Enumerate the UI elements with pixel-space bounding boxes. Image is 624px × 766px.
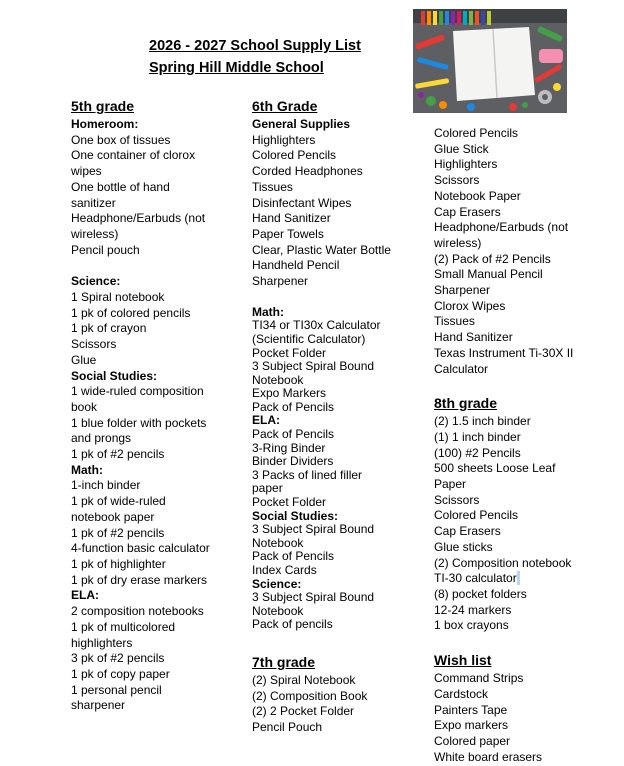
list-item: Corded Headphones: [252, 164, 363, 179]
science-label: Science:: [252, 576, 302, 591]
list-item: (100) #2 Pencils: [434, 445, 521, 460]
list-item: Painters Tape: [434, 702, 508, 717]
list-item: Glue Stick: [434, 141, 489, 156]
list-item: Pack of Pencils: [252, 427, 335, 442]
list-item: Glue: [71, 352, 97, 367]
social-studies-label: Social Studies:: [71, 368, 158, 383]
list-item: sharpener: [71, 698, 126, 713]
list-item: 1 Spiral notebook: [71, 290, 165, 305]
list-item: 3 pk of #2 pencils: [71, 651, 165, 666]
list-item: (2) 2 Pocket Folder: [252, 704, 355, 719]
list-item: (2) Composition notebook: [434, 555, 572, 570]
science-label: Science:: [71, 274, 121, 289]
list-item: 4-function basic calculator: [71, 541, 210, 556]
list-item: Sharpener: [252, 274, 309, 289]
math-label: Math:: [252, 304, 284, 319]
list-item: 1 pk of highlighter: [71, 556, 166, 571]
list-item: (2) Composition Book: [252, 688, 368, 703]
list-item: Hand Sanitizer: [252, 211, 331, 226]
grade7-section: [252, 652, 417, 736]
social-studies-label: Social Studies:: [252, 508, 339, 523]
list-item: Command Strips: [434, 671, 524, 686]
list-item: Pocket Folder: [252, 345, 327, 360]
grade5-heading: 5th grade: [71, 98, 135, 114]
list-item: and prongs: [71, 431, 132, 446]
list-item: 1 pk of #2 pencils: [71, 525, 165, 540]
list-item: book: [71, 399, 98, 414]
list-item: Hand Sanitizer: [434, 330, 513, 345]
list-item: Pack of pencils: [252, 617, 333, 632]
list-item: Glue sticks: [434, 539, 493, 554]
list-item: 1 pk of crayon: [71, 321, 147, 336]
list-item: Texas Instrument Ti-30X II: [434, 345, 574, 360]
list-item: Index Cards: [252, 563, 317, 578]
list-item: Colored Pencils: [434, 126, 519, 140]
list-item: Pack of Pencils: [252, 399, 335, 414]
list-item: Notebook: [252, 535, 304, 550]
list-item: Colored Pencils: [252, 148, 337, 163]
list-item: Pencil pouch: [71, 242, 140, 257]
list-item: Highlighters: [434, 157, 498, 172]
list-item: Tissues: [252, 179, 293, 194]
list-item: (2) Spiral Notebook: [252, 673, 356, 687]
text-cursor-highlight: [517, 571, 520, 585]
list-item: 12-24 markers: [434, 602, 512, 617]
list-item: (Scientific Calculator): [252, 331, 366, 346]
list-item: wireless): [71, 226, 119, 241]
list-item: 1 pk of colored pencils: [71, 305, 191, 320]
list-item: Paper: [434, 477, 467, 492]
list-item: TI34 or TI30x Calculator: [252, 318, 381, 333]
list-item: 3 Packs of lined filler: [252, 467, 363, 482]
list-item: 2 composition notebooks: [71, 604, 204, 619]
list-item: wipes: [71, 164, 102, 179]
list-item: Expo markers: [434, 718, 509, 733]
list-item: Pocket Folder: [252, 495, 327, 510]
homeroom-label: Homeroom:: [71, 117, 139, 131]
school-supplies-photo: [413, 9, 567, 113]
list-item: Sharpener: [434, 283, 491, 298]
list-item: Notebook: [252, 603, 304, 618]
list-item: Headphone/Earbuds (not: [434, 220, 569, 235]
list-item: Tissues: [434, 314, 475, 329]
grade6-column: [252, 96, 417, 632]
list-item: Handheld Pencil: [252, 258, 340, 273]
list-item: (2) 1.5 inch binder: [434, 414, 531, 429]
list-item: Headphone/Earbuds (not: [71, 211, 206, 226]
list-item: 3-Ring Binder: [252, 440, 326, 455]
list-item: (8) pocket folders: [434, 586, 527, 601]
list-item: Disinfectant Wipes: [252, 195, 352, 210]
list-item: Binder Dividers: [252, 454, 334, 469]
list-item: One container of clorox: [71, 148, 196, 163]
list-item: 1 wide-ruled composition: [71, 384, 204, 399]
ela-label: ELA:: [71, 588, 99, 603]
grade7-heading: 7th grade: [252, 654, 316, 670]
list-item: [434, 571, 619, 587]
list-item: One box of tissues: [71, 132, 171, 147]
list-item: 3 Subject Spiral Bound: [252, 590, 375, 605]
list-item: Clorox Wipes: [434, 298, 506, 313]
grade6-heading: 6th Grade: [252, 98, 318, 114]
list-item: Scissors: [71, 337, 117, 352]
school-name: Spring Hill Middle School: [149, 60, 324, 76]
list-item: Scissors: [434, 173, 480, 188]
list-item: Notebook: [252, 372, 304, 387]
list-item: 1 box crayons: [434, 618, 509, 633]
ela-label: ELA:: [252, 413, 280, 428]
list-item: wireless): [434, 235, 482, 250]
list-item: 1 pk of dry erase markers: [71, 572, 208, 587]
grade8-heading: 8th grade: [434, 395, 498, 412]
list-item: Paper Towels: [252, 226, 324, 241]
general-supplies-label: General Supplies: [252, 117, 351, 131]
grade5-column: [71, 96, 246, 714]
list-item: 3 Subject Spiral Bound: [252, 522, 375, 537]
right-column: [434, 126, 619, 765]
list-item: (1) 1 inch binder: [434, 429, 521, 444]
list-item: (2) Pack of #2 Pencils: [434, 251, 551, 266]
list-item: Colored paper: [434, 733, 511, 748]
list-item-text: TI-30 calculator: [434, 571, 517, 586]
list-item: 1 pk of copy paper: [71, 666, 170, 681]
list-item: Clear, Plastic Water Bottle: [252, 242, 391, 257]
list-item: 1 blue folder with pockets: [71, 415, 207, 430]
list-item: 1 pk of wide-ruled: [71, 494, 166, 509]
list-item: Cap Erasers: [434, 524, 501, 539]
wishlist-heading: Wish list: [434, 652, 492, 669]
list-item: White board erasers: [434, 749, 543, 764]
list-item: Calculator: [434, 361, 489, 376]
list-item: Notebook Paper: [434, 188, 521, 203]
list-item: 1 pk of multicolored: [71, 619, 176, 634]
list-item: sanitizer: [71, 195, 116, 210]
list-item: highlighters: [71, 635, 133, 650]
list-item: Scissors: [434, 492, 480, 507]
list-item: notebook paper: [71, 509, 155, 524]
list-item: 500 sheets Loose Leaf: [434, 461, 556, 476]
list-item: 3 Subject Spiral Bound: [252, 359, 375, 374]
math-label: Math:: [71, 462, 103, 477]
list-item: Cardstock: [434, 686, 489, 701]
list-item: Small Manual Pencil: [434, 267, 543, 282]
list-item: 1 pk of #2 pencils: [71, 447, 165, 462]
list-item: Pack of Pencils: [252, 549, 335, 564]
list-item: One bottle of hand: [71, 179, 170, 194]
list-item: Pencil Pouch: [252, 720, 323, 735]
list-item: 1 personal pencil: [71, 682, 162, 697]
list-item: paper: [252, 481, 283, 496]
list-item: 1-inch binder: [71, 478, 141, 493]
list-item: Colored Pencils: [434, 508, 519, 523]
page-title: 2026 - 2027 School Supply List: [149, 38, 361, 54]
list-item: Cap Erasers: [434, 204, 501, 219]
list-item: Highlighters: [252, 132, 316, 147]
list-item: Expo Markers: [252, 386, 327, 401]
